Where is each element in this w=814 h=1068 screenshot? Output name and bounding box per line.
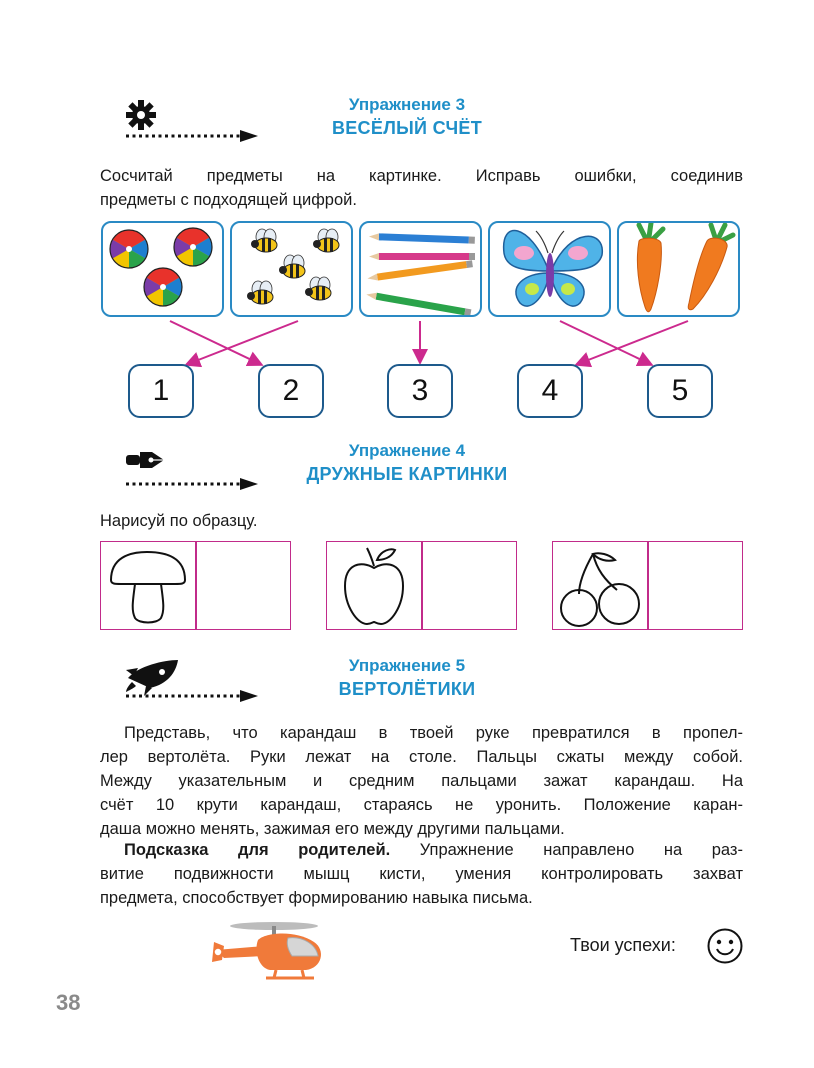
text-line: счёт 10 крути карандаш, стараясь не уронить. Положение каран- <box>100 796 743 814</box>
exercise-title: ВЕРТОЛЁТИКИ <box>338 679 476 699</box>
exercise-5-header <box>0 655 814 701</box>
drawing-area[interactable] <box>197 542 290 628</box>
text-line: предметы с подходящей цифрой. <box>100 191 357 209</box>
exercise-3-header <box>0 94 814 140</box>
exercise-3-instructions <box>100 164 743 212</box>
number-box[interactable]: 3 <box>387 364 453 418</box>
exercise-number: Упражнение 3 <box>348 95 466 114</box>
text-line <box>100 838 743 862</box>
success-label: Твои успехи: <box>570 935 676 955</box>
text-line: Представь, что карандаш в твоей руке превратился в пропел- <box>124 724 743 742</box>
page-number: 38 <box>56 990 81 1015</box>
butterfly-picture[interactable] <box>488 221 611 317</box>
number-box[interactable]: 4 <box>517 364 583 418</box>
exercise-title: ДРУЖНЫЕ КАРТИНКИ <box>306 464 508 484</box>
apple-sample <box>331 544 417 628</box>
bees-picture[interactable] <box>230 221 353 317</box>
exercise-number: Упражнение 4 <box>348 441 466 460</box>
text-line: Между указательным и средним пальцами зажат карандаш. На <box>100 772 743 790</box>
exercise-title: ВЕСЁЛЫЙ СЧЁТ <box>331 118 483 138</box>
helicopter-illustration <box>210 916 330 988</box>
exercise-4-instructions <box>100 509 743 533</box>
exercise-4-header <box>0 440 814 486</box>
exercise-number: Упражнение 5 <box>348 656 466 675</box>
text-line: лер вертолёта. Руки лежат на столе. Пальцы сжаты между собой. <box>100 748 743 766</box>
balls-picture[interactable] <box>101 221 224 317</box>
parent-hint <box>100 838 743 910</box>
mushroom-drawing-pair <box>100 541 291 630</box>
number-box[interactable]: 2 <box>258 364 324 418</box>
smiley-icon[interactable] <box>706 927 744 965</box>
cherries-drawing-pair <box>552 541 743 630</box>
text-line: даша можно менять, зажимая его между другими пальцами. <box>100 820 565 838</box>
number-box[interactable]: 1 <box>128 364 194 418</box>
text-line: предмета, способствует формированию навыка письма. <box>100 889 533 907</box>
carrots-picture[interactable] <box>617 221 740 317</box>
text-line: Нарисуй по образцу. <box>100 512 258 530</box>
number-box[interactable]: 5 <box>647 364 713 418</box>
hint-text: Упражнение направлено на раз- <box>390 841 743 859</box>
hint-label: Подсказка для родителей. <box>124 841 391 859</box>
exercise-5-instructions <box>100 721 743 841</box>
mushroom-sample <box>105 546 191 626</box>
text-line: витие подвижности мышц кисти, умения контролировать захват <box>100 865 743 883</box>
apple-drawing-pair <box>326 541 517 630</box>
pencils-picture[interactable] <box>359 221 482 317</box>
cherries-sample <box>555 544 645 628</box>
text-line: Сосчитай предметы на картинке. Исправь ошибки, соединив <box>100 167 743 185</box>
drawing-area[interactable] <box>649 542 742 628</box>
drawing-area[interactable] <box>423 542 516 628</box>
